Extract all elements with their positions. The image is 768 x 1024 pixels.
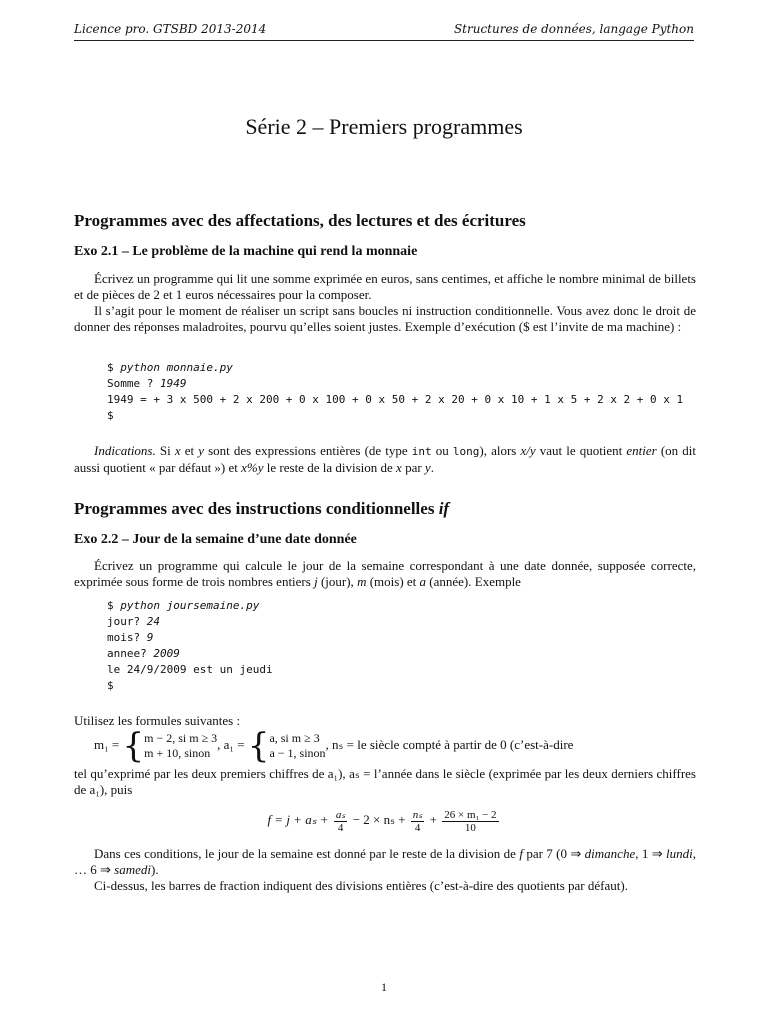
page-number: 1 (381, 980, 387, 994)
text: sont des expressions entières (de type (203, 443, 412, 458)
formula-f (0, 808, 768, 834)
a1-case1: a, si m ≥ 3 (269, 731, 320, 745)
text: par 7 (0 ⇒ (522, 846, 585, 861)
header-left: Licence pro. GTSBD 2013-2014 (74, 22, 267, 36)
formula-m1-a1 (94, 726, 704, 766)
var-m: m (357, 574, 367, 589)
text: vaut le quotient (535, 443, 627, 458)
code-input: 1949 (159, 377, 187, 390)
word-entier: entier (626, 443, 657, 458)
code-command: python monnaie.py (120, 361, 233, 374)
brace-icon: { (247, 726, 270, 766)
text: (année). Exemple (426, 574, 521, 589)
day-lundi: lundi (666, 846, 693, 861)
code-input: 9 (146, 631, 154, 644)
frac-num: nₛ (412, 809, 423, 821)
indications-lead: Indications. (94, 443, 156, 458)
f-mid: − 2 × nₛ + (349, 811, 409, 827)
text: le reste de la division de (263, 460, 397, 475)
m1-case1: m − 2, si m ≥ 3 (144, 731, 218, 745)
text: . (430, 460, 434, 475)
exo-2-1-para2: Il s’agit pour le moment de réaliser un script sans boucles ni instruction conditionnelle. Vous avez donc le droit de donner des réponses maladroites, pourvu qu’elles soient justes. Exemple d’exécution ($ est l’invite de ma machine) : (74, 303, 696, 334)
exo-2-1-heading: Exo 2.1 – Le problème de la machine qui rend la monnaie (74, 244, 418, 259)
result-paragraph (74, 846, 696, 878)
text: , 1 ⇒ (635, 846, 667, 861)
fraction-as-4 (334, 808, 348, 834)
brace-icon: { (122, 726, 145, 766)
exo-2-1-para1: Écrivez un programme qui lit une somme exprimée en euros, sans centimes, et affiche le nombre minimal de billets et de pièces de 2 et 1 euros nécessaires pour la composer. (74, 271, 696, 302)
text: (on dit aussi quotient « par défaut ») et (74, 443, 697, 475)
kw-int: int (411, 445, 432, 458)
code-command: python joursemaine.py (120, 599, 260, 612)
exo-2-1-code (107, 360, 683, 424)
section2-heading-text: Programmes avec des instructions conditionnelles (74, 499, 439, 518)
code-prompt-end: $ (107, 409, 114, 422)
text: (mois) et (366, 574, 420, 589)
var-y: y (424, 460, 431, 475)
fraction-m1 (442, 809, 498, 834)
exo-2-2-heading: Exo 2.2 – Jour de la semaine d’une date donnée (74, 532, 357, 547)
code-prompt-end: $ (107, 679, 114, 692)
fraction-ns-4 (411, 808, 425, 834)
var-a: a (419, 574, 427, 589)
var-y: y (198, 443, 204, 458)
page-title: Série 2 – Premiers programmes (245, 114, 523, 139)
text: et (180, 443, 199, 458)
formulas-intro: Utilisez les formules suivantes : (74, 713, 241, 728)
m1-case2: m + 10, sinon (144, 746, 211, 760)
m1-lhs: m₁ = (94, 736, 123, 752)
code-label: mois? (107, 631, 147, 644)
code-prompt: $ (107, 361, 121, 374)
m1-cases (144, 731, 217, 761)
code-label: annee? (107, 647, 154, 660)
header-right: Structures de données, langage Python (453, 22, 694, 36)
var-x: x (174, 443, 181, 458)
code-label: jour? (107, 615, 147, 628)
code-output: le 24/9/2009 est un jeudi (107, 663, 273, 676)
text: ). (151, 862, 159, 877)
frac-den: 4 (414, 822, 421, 834)
expr-xmody: x%y (241, 460, 264, 475)
day-dimanche: dimanche (584, 846, 636, 861)
text: , … 6 ⇒ (74, 846, 696, 877)
code-prompt: $ (107, 599, 121, 612)
text: ), alors (479, 443, 521, 458)
day-samedi: samedi (114, 862, 151, 877)
note-paragraph: Ci-dessus, les barres de fraction indiquent des divisions entières (c’est-à-dire des quotients par défaut). (94, 878, 628, 893)
ns-text: , nₛ = le siècle compté à partir de 0 (c’est-à-dire (325, 736, 574, 752)
header-rule (74, 40, 694, 41)
formula-line2: tel qu’exprimé par les deux premiers chiffres de a₁), aₛ = l’année dans le siècle (exprimée par les deux derniers chiffres de a₁), puis (74, 766, 696, 797)
section2-heading (74, 499, 449, 519)
f-lhs: f = j + aₛ + (267, 811, 332, 827)
exo-2-2-para1 (74, 558, 696, 590)
code-input: 24 (146, 615, 160, 628)
frac-den: 4 (337, 822, 344, 834)
frac-den: 10 (464, 821, 476, 834)
var-f: f (519, 846, 523, 861)
var-j: j (314, 574, 318, 589)
text: (jour), (317, 574, 358, 589)
a1-case2: a − 1, sinon (269, 746, 326, 760)
a1-lhs: , a₁ = (217, 736, 248, 752)
text: par (401, 460, 425, 475)
section2-heading-kw: if (438, 499, 450, 518)
exo-2-1-indications (74, 443, 696, 476)
exo-2-2-code (107, 598, 273, 694)
a1-cases (269, 731, 325, 761)
frac-num: 26 × m₁ − 2 (444, 808, 497, 821)
running-header (74, 22, 694, 36)
text: Si (155, 443, 175, 458)
section1-heading: Programmes avec des affectations, des lectures et des écritures (74, 211, 526, 230)
f-plus: + (426, 811, 441, 827)
code-label: Somme ? (107, 377, 160, 390)
var-x: x (396, 460, 402, 475)
text: Dans ces conditions, le jour de la semaine est donné par le reste de la division de (94, 846, 520, 861)
text: Écrivez un programme qui calcule le jour de la semaine correspondant à une date donnée, supposée correcte, exprimée sous forme de trois nombres entiers (74, 558, 696, 589)
frac-num: aₛ (335, 809, 346, 821)
expr-xdivy: x/y (520, 443, 536, 458)
kw-long: long (452, 445, 480, 458)
text: ou (431, 443, 453, 458)
code-input: 2009 (153, 647, 180, 660)
code-output: 1949 = + 3 x 500 + 2 x 200 + 0 x 100 + 0 x 50 + 2 x 20 + 0 x 10 + 1 x 5 + 2 x 2 + 0 x 1 (107, 393, 684, 406)
